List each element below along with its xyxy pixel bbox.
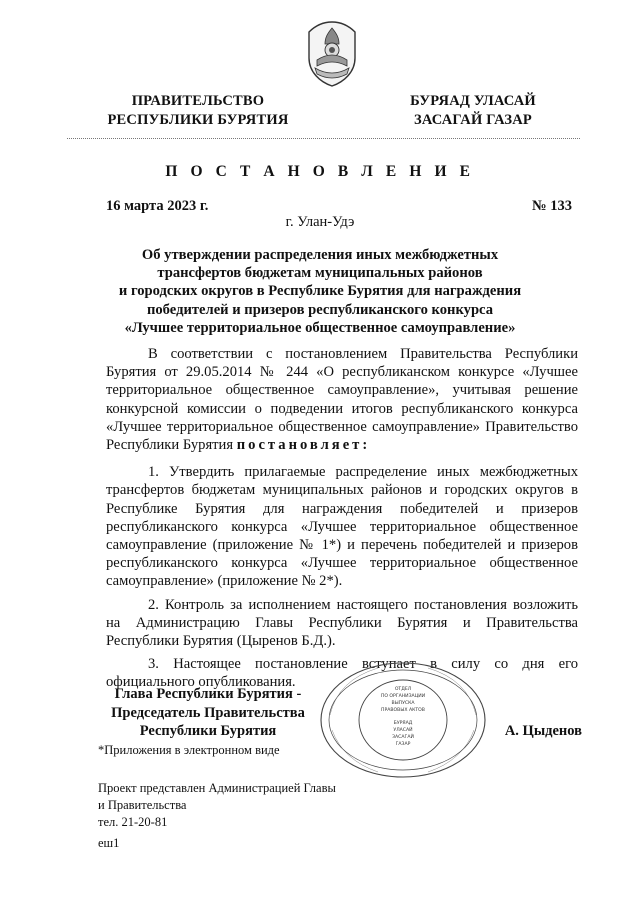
document-number: № 133 (532, 198, 572, 214)
subject-line: «Лучшее территориальное общественное самоуправление» (124, 319, 516, 336)
item-1-paragraph: 1. Утвердить прилагаемые распределение иных межбюджетных трансфертов бюджетам муниципальных районов и городских округов в Республике Бурятия для награждения победителей и призеров республиканского конкурса «Лучшее территориальное общественное самоуправление (приложение № 1*) и перечень победителей и призеров республиканского конкурса «Лучшее территориальное общественное самоуправление» (приложение № 2*). (106, 464, 578, 590)
stamp-line: ПРАВОВЫХ АКТОВ (381, 708, 425, 713)
stamp-line: УЛАСАЙ (393, 728, 413, 733)
subject-line: и городских округов в Республике Бурятия для награждения (118, 283, 522, 300)
document-date: 16 марта 2023 г. (106, 198, 209, 214)
item-2-paragraph: 2. Контроль за исполнением настоящего постановления возложить на Администрацию Главы Республики Бурятия и Правительства Республики Бурятия (Цыренов Б.Д.). (106, 596, 578, 650)
stamp-line: ОТДЕЛ (394, 687, 412, 692)
issuer-right-line1: БУРЯАД УЛАСАЙ (410, 93, 536, 109)
preamble-paragraph (106, 345, 578, 454)
document-city: г. Улан-Удэ (285, 214, 355, 230)
issuer-right-line2: ЗАСАГАЙ ГАЗАР (414, 112, 532, 128)
footer-info (98, 780, 336, 852)
footer-initials: еш1 (98, 836, 120, 850)
official-stamp-icon (318, 660, 488, 780)
stamp-line: ПО ОРГАНИЗАЦИИ (380, 694, 426, 699)
subject-line: трансфертов бюджетам муниципальных районов (157, 265, 483, 282)
footer-line2: и Правительства (98, 798, 187, 812)
footer-line1: Проект представлен Администрацией Главы (98, 781, 336, 795)
stamp-line: ЗАСАГАЙ (392, 735, 414, 740)
document-body (106, 345, 578, 692)
document-subject (60, 246, 580, 337)
position-line1: Глава Республики Бурятия - (114, 686, 302, 702)
subject-line: победителей и призеров республиканского конкурса (146, 301, 494, 318)
position-line3: Республики Бурятия (139, 723, 277, 739)
stamp-line: ВЫПУСКА (391, 701, 415, 706)
issuer-left-line2: РЕСПУБЛИКИ БУРЯТИЯ (107, 112, 289, 128)
attachments-footnote: *Приложения в электронном виде (98, 743, 280, 757)
signatory-name: А. Цыденов (504, 723, 582, 739)
footer-phone: тел. 21-20-81 (98, 815, 168, 829)
decree-word: постановляет: (236, 437, 371, 454)
subject-line: Об утверждении распределения иных межбюджетных (141, 247, 499, 263)
preamble-text: В соответствии с постановлением Правительства Республики Бурятия от 29.05.2014 № 244 «О республиканском конкурсе «Лучшее территориальное общественное самоуправление», учитывая решение конкурсной комиссии о подведении итогов республиканского конкурса «Лучшее территориальное общественное самоуправление» Правительство Республики Бурятия (106, 346, 578, 454)
stamp-line: БУРЯАД (393, 721, 413, 726)
signatory-position (98, 685, 318, 741)
issuer-right (373, 92, 573, 130)
header-divider (67, 138, 580, 139)
document-title: П О С Т А Н О В Л Е Н И Е (165, 163, 475, 180)
coat-of-arms-icon (301, 20, 363, 88)
stamp-line: ГАЗАР (395, 742, 411, 747)
position-line2: Председатель Правительства (111, 704, 305, 721)
issuer-left (83, 92, 313, 130)
issuer-left-line1: ПРАВИТЕЛЬСТВО (131, 93, 265, 109)
item-3-paragraph: 3. Настоящее постановление вступает в силу со дня его официального опубликования. (106, 656, 578, 691)
